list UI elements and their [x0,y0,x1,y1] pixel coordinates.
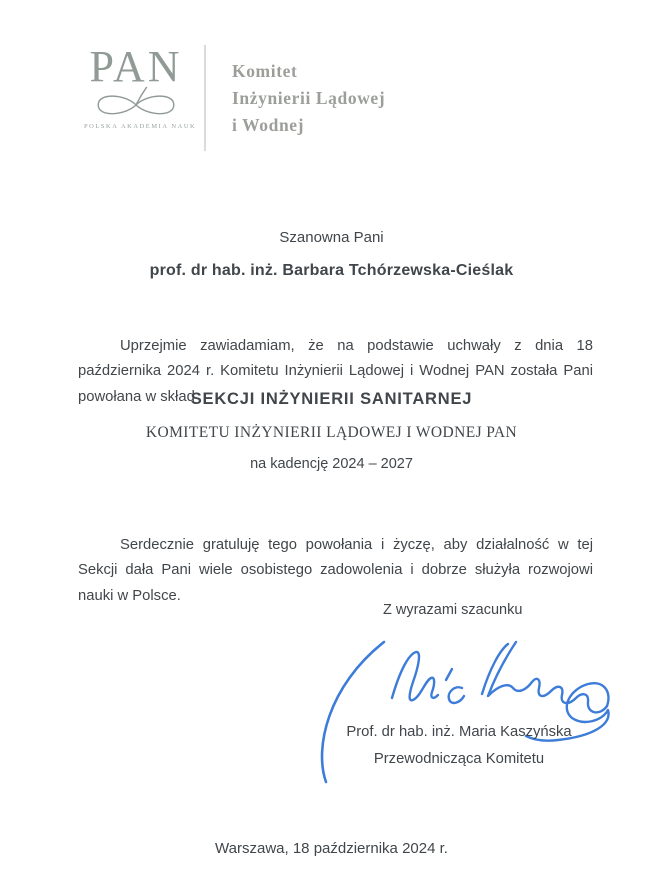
term-line: na kadencję 2024 – 2027 [250,456,413,472]
committee-name [232,46,385,139]
paragraph-congratulations: Serdecznie gratuluję tego powołania i życzę, aby działalność w tej Sekcji dała Pani wiele osobistego zadowolenia i dobrze służyła rozwojowi nauki w Polsce. [78,536,593,604]
header-divider [204,45,206,151]
closing-phrase: Z wyrazami szacunku [383,602,523,618]
infinity-swirl-icon [86,86,186,122]
salutation: Szanowna Pani [279,229,384,246]
signer-title: Przewodnicząca Komitetu [373,751,545,767]
pan-logo-subtitle: POLSKA AKADEMIA NAUK [84,123,197,130]
paragraph-appointment: Uprzejmie zawiadamiam, że na podstawie uchwały z dnia 18 października 2024 r. Komitetu Inżynierii Lądowej i Wodnej PAN została Pani powołana w skład [78,337,593,405]
recipient-name: prof. dr hab. inż. Barbara Tchórzewska-Cieślak [149,262,514,279]
pan-logo-acronym: PAN [89,42,183,91]
committee-line-heading: KOMITETU INŻYNIERII LĄDOWEJ I WODNEJ PAN [145,424,518,441]
pan-logo [84,42,197,130]
place-and-date: Warszawa, 18 października 2024 r. [215,840,448,857]
section-name-heading: SEKCJI INŻYNIERII SANITARNEJ [190,390,473,408]
committee-name-line-2: Inżynierii Lądowej [232,88,386,108]
committee-name-line-3: i Wodnej [232,115,305,135]
committee-name-line-1: Komitet [232,61,298,81]
letterhead [84,42,386,151]
signer-name: Prof. dr hab. inż. Maria Kaszyńska [346,724,572,740]
